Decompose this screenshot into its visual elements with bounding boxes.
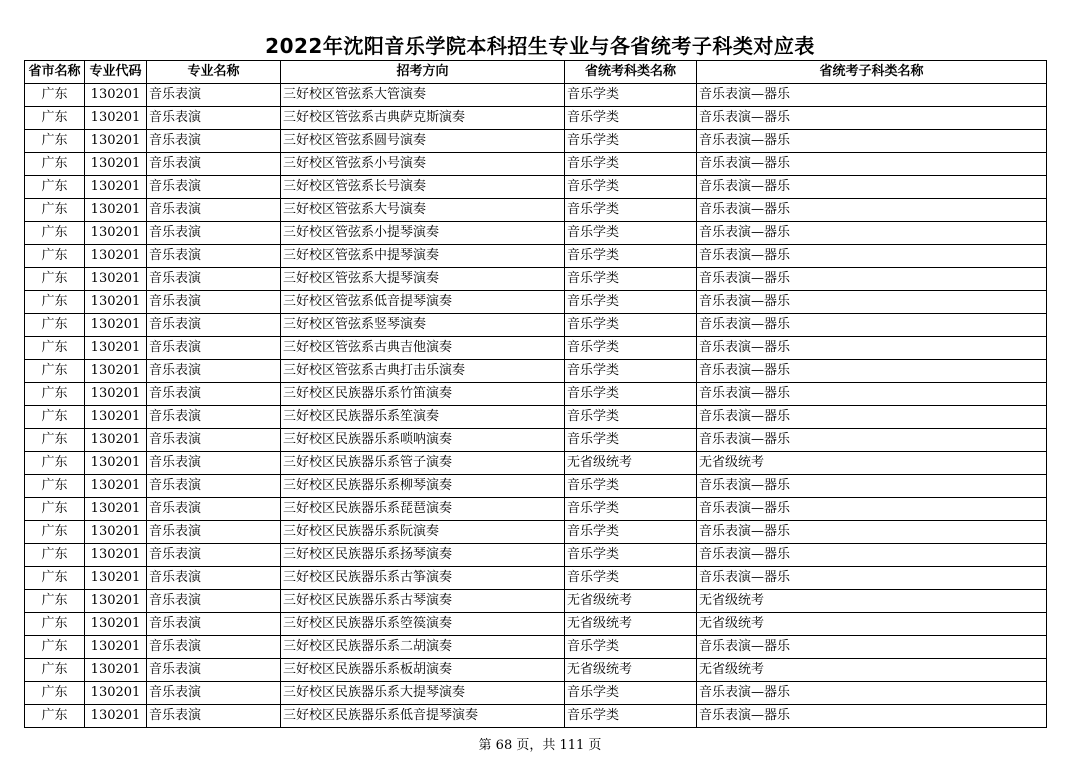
major-name-cell: 音乐表演 — [147, 176, 281, 199]
direction-cell: 三好校区管弦系古典萨克斯演奏 — [281, 107, 565, 130]
province-cell: 广东 — [25, 130, 85, 153]
direction-cell: 三好校区民族器乐系竹笛演奏 — [281, 383, 565, 406]
major-code-cell: 130201 — [85, 383, 147, 406]
subcategory-cell: 音乐表演—器乐 — [697, 199, 1047, 222]
category-cell: 音乐学类 — [565, 636, 697, 659]
province-cell: 广东 — [25, 452, 85, 475]
category-cell: 音乐学类 — [565, 153, 697, 176]
major-name-cell: 音乐表演 — [147, 337, 281, 360]
table-body — [25, 84, 1047, 728]
table-row — [25, 682, 1047, 705]
major-name-cell: 音乐表演 — [147, 245, 281, 268]
province-cell: 广东 — [25, 682, 85, 705]
table-row — [25, 567, 1047, 590]
major-code-cell: 130201 — [85, 153, 147, 176]
category-cell: 音乐学类 — [565, 406, 697, 429]
major-code-cell: 130201 — [85, 337, 147, 360]
subcategory-cell: 音乐表演—器乐 — [697, 406, 1047, 429]
major-code-cell: 130201 — [85, 659, 147, 682]
direction-cell: 三好校区民族器乐系低音提琴演奏 — [281, 705, 565, 728]
major-name-cell: 音乐表演 — [147, 659, 281, 682]
major-code-cell: 130201 — [85, 222, 147, 245]
direction-cell: 三好校区民族器乐系二胡演奏 — [281, 636, 565, 659]
table-row — [25, 314, 1047, 337]
major-code-cell: 130201 — [85, 107, 147, 130]
page-footer: 第 68 页，共 111 页 — [478, 738, 602, 753]
table-row — [25, 544, 1047, 567]
subcategory-cell: 音乐表演—器乐 — [697, 153, 1047, 176]
table-header-row — [25, 61, 1047, 84]
column-header-province: 省市名称 — [25, 61, 85, 84]
direction-cell: 三好校区管弦系大管演奏 — [281, 84, 565, 107]
province-cell: 广东 — [25, 199, 85, 222]
major-name-cell: 音乐表演 — [147, 567, 281, 590]
direction-cell: 三好校区民族器乐系管子演奏 — [281, 452, 565, 475]
province-cell: 广东 — [25, 544, 85, 567]
category-cell: 音乐学类 — [565, 130, 697, 153]
subcategory-cell: 音乐表演—器乐 — [697, 429, 1047, 452]
category-cell: 音乐学类 — [565, 475, 697, 498]
direction-cell: 三好校区民族器乐系扬琴演奏 — [281, 544, 565, 567]
major-name-cell: 音乐表演 — [147, 360, 281, 383]
major-name-cell: 音乐表演 — [147, 222, 281, 245]
major-code-cell: 130201 — [85, 84, 147, 107]
subcategory-cell: 无省级统考 — [697, 613, 1047, 636]
table-row — [25, 360, 1047, 383]
table-row — [25, 337, 1047, 360]
subcategory-cell: 音乐表演—器乐 — [697, 176, 1047, 199]
major-code-cell: 130201 — [85, 176, 147, 199]
major-code-cell: 130201 — [85, 268, 147, 291]
major-code-cell: 130201 — [85, 567, 147, 590]
direction-cell: 三好校区民族器乐系大提琴演奏 — [281, 682, 565, 705]
province-cell: 广东 — [25, 245, 85, 268]
table-row — [25, 705, 1047, 728]
category-cell: 音乐学类 — [565, 383, 697, 406]
table-row — [25, 199, 1047, 222]
major-name-cell: 音乐表演 — [147, 383, 281, 406]
table-row — [25, 613, 1047, 636]
table-row — [25, 245, 1047, 268]
direction-cell: 三好校区管弦系古典吉他演奏 — [281, 337, 565, 360]
subcategory-cell: 音乐表演—器乐 — [697, 521, 1047, 544]
province-cell: 广东 — [25, 406, 85, 429]
subcategory-cell: 音乐表演—器乐 — [697, 544, 1047, 567]
province-cell: 广东 — [25, 429, 85, 452]
province-cell: 广东 — [25, 360, 85, 383]
direction-cell: 三好校区管弦系竖琴演奏 — [281, 314, 565, 337]
category-cell: 无省级统考 — [565, 452, 697, 475]
category-cell: 音乐学类 — [565, 682, 697, 705]
category-cell: 音乐学类 — [565, 498, 697, 521]
province-cell: 广东 — [25, 291, 85, 314]
subcategory-cell: 音乐表演—器乐 — [697, 268, 1047, 291]
direction-cell: 三好校区民族器乐系柳琴演奏 — [281, 475, 565, 498]
column-header-direction: 招考方向 — [281, 61, 565, 84]
major-name-cell: 音乐表演 — [147, 452, 281, 475]
category-cell: 音乐学类 — [565, 360, 697, 383]
direction-cell: 三好校区民族器乐系板胡演奏 — [281, 659, 565, 682]
province-cell: 广东 — [25, 176, 85, 199]
major-code-cell: 130201 — [85, 705, 147, 728]
direction-cell: 三好校区管弦系低音提琴演奏 — [281, 291, 565, 314]
major-name-cell: 音乐表演 — [147, 636, 281, 659]
category-cell: 音乐学类 — [565, 521, 697, 544]
major-name-cell: 音乐表演 — [147, 705, 281, 728]
province-cell: 广东 — [25, 314, 85, 337]
major-name-cell: 音乐表演 — [147, 107, 281, 130]
category-cell: 音乐学类 — [565, 222, 697, 245]
category-cell: 音乐学类 — [565, 705, 697, 728]
subcategory-cell: 音乐表演—器乐 — [697, 130, 1047, 153]
table-row — [25, 659, 1047, 682]
table-row — [25, 475, 1047, 498]
table-row — [25, 268, 1047, 291]
major-name-cell: 音乐表演 — [147, 544, 281, 567]
subcategory-cell: 无省级统考 — [697, 452, 1047, 475]
direction-cell: 三好校区民族器乐系琵琶演奏 — [281, 498, 565, 521]
major-name-cell: 音乐表演 — [147, 682, 281, 705]
table-row — [25, 636, 1047, 659]
major-code-cell: 130201 — [85, 291, 147, 314]
table-row — [25, 84, 1047, 107]
subcategory-cell: 音乐表演—器乐 — [697, 636, 1047, 659]
table-row — [25, 222, 1047, 245]
category-cell: 音乐学类 — [565, 337, 697, 360]
category-cell: 音乐学类 — [565, 107, 697, 130]
major-code-cell: 130201 — [85, 429, 147, 452]
major-code-cell: 130201 — [85, 245, 147, 268]
major-name-cell: 音乐表演 — [147, 153, 281, 176]
major-name-cell: 音乐表演 — [147, 84, 281, 107]
direction-cell: 三好校区民族器乐系阮演奏 — [281, 521, 565, 544]
direction-cell: 三好校区管弦系古典打击乐演奏 — [281, 360, 565, 383]
category-cell: 音乐学类 — [565, 291, 697, 314]
province-cell: 广东 — [25, 521, 85, 544]
column-header-subcategory: 省统考子科类名称 — [697, 61, 1047, 84]
major-name-cell: 音乐表演 — [147, 429, 281, 452]
direction-cell: 三好校区民族器乐系笙演奏 — [281, 406, 565, 429]
table-row — [25, 153, 1047, 176]
category-cell: 音乐学类 — [565, 567, 697, 590]
subcategory-cell: 音乐表演—器乐 — [697, 84, 1047, 107]
subcategory-cell: 音乐表演—器乐 — [697, 475, 1047, 498]
table-row — [25, 383, 1047, 406]
province-cell: 广东 — [25, 222, 85, 245]
major-name-cell: 音乐表演 — [147, 199, 281, 222]
subcategory-cell: 音乐表演—器乐 — [697, 360, 1047, 383]
direction-cell: 三好校区管弦系大号演奏 — [281, 199, 565, 222]
subcategory-cell: 音乐表演—器乐 — [697, 291, 1047, 314]
subcategory-cell: 音乐表演—器乐 — [697, 222, 1047, 245]
direction-cell: 三好校区管弦系长号演奏 — [281, 176, 565, 199]
direction-cell: 三好校区管弦系小提琴演奏 — [281, 222, 565, 245]
category-cell: 音乐学类 — [565, 544, 697, 567]
direction-cell: 三好校区管弦系小号演奏 — [281, 153, 565, 176]
province-cell: 广东 — [25, 475, 85, 498]
major-code-cell: 130201 — [85, 498, 147, 521]
table-row — [25, 498, 1047, 521]
category-cell: 无省级统考 — [565, 659, 697, 682]
category-cell: 无省级统考 — [565, 613, 697, 636]
subcategory-cell: 音乐表演—器乐 — [697, 567, 1047, 590]
major-category-table — [24, 60, 1047, 728]
province-cell: 广东 — [25, 268, 85, 291]
major-name-cell: 音乐表演 — [147, 521, 281, 544]
subcategory-cell: 音乐表演—器乐 — [697, 383, 1047, 406]
direction-cell: 三好校区民族器乐系古筝演奏 — [281, 567, 565, 590]
province-cell: 广东 — [25, 636, 85, 659]
category-cell: 音乐学类 — [565, 84, 697, 107]
subcategory-cell: 音乐表演—器乐 — [697, 682, 1047, 705]
major-code-cell: 130201 — [85, 590, 147, 613]
province-cell: 广东 — [25, 498, 85, 521]
province-cell: 广东 — [25, 383, 85, 406]
table-row — [25, 406, 1047, 429]
column-header-category: 省统考科类名称 — [565, 61, 697, 84]
major-name-cell: 音乐表演 — [147, 498, 281, 521]
major-code-cell: 130201 — [85, 314, 147, 337]
direction-cell: 三好校区民族器乐系唢呐演奏 — [281, 429, 565, 452]
major-name-cell: 音乐表演 — [147, 590, 281, 613]
major-name-cell: 音乐表演 — [147, 613, 281, 636]
province-cell: 广东 — [25, 337, 85, 360]
document-title: 2022年沈阳音乐学院本科招生专业与各省统考子科类对应表 — [265, 34, 815, 58]
subcategory-cell: 音乐表演—器乐 — [697, 337, 1047, 360]
category-cell: 音乐学类 — [565, 429, 697, 452]
province-cell: 广东 — [25, 153, 85, 176]
category-cell: 音乐学类 — [565, 268, 697, 291]
direction-cell: 三好校区民族器乐系古琴演奏 — [281, 590, 565, 613]
direction-cell: 三好校区管弦系大提琴演奏 — [281, 268, 565, 291]
major-name-cell: 音乐表演 — [147, 130, 281, 153]
table-row — [25, 452, 1047, 475]
province-cell: 广东 — [25, 659, 85, 682]
table-row — [25, 521, 1047, 544]
category-cell: 无省级统考 — [565, 590, 697, 613]
table-row — [25, 130, 1047, 153]
subcategory-cell: 音乐表演—器乐 — [697, 245, 1047, 268]
major-code-cell: 130201 — [85, 613, 147, 636]
table-row — [25, 429, 1047, 452]
category-cell: 音乐学类 — [565, 245, 697, 268]
subcategory-cell: 无省级统考 — [697, 590, 1047, 613]
major-name-cell: 音乐表演 — [147, 475, 281, 498]
province-cell: 广东 — [25, 84, 85, 107]
subcategory-cell: 音乐表演—器乐 — [697, 705, 1047, 728]
major-code-cell: 130201 — [85, 636, 147, 659]
table-row — [25, 291, 1047, 314]
province-cell: 广东 — [25, 590, 85, 613]
major-code-cell: 130201 — [85, 452, 147, 475]
category-cell: 音乐学类 — [565, 176, 697, 199]
subcategory-cell: 音乐表演—器乐 — [697, 314, 1047, 337]
major-name-cell: 音乐表演 — [147, 291, 281, 314]
province-cell: 广东 — [25, 567, 85, 590]
subcategory-cell: 无省级统考 — [697, 659, 1047, 682]
direction-cell: 三好校区管弦系中提琴演奏 — [281, 245, 565, 268]
column-header-major-code: 专业代码 — [85, 61, 147, 84]
major-code-cell: 130201 — [85, 682, 147, 705]
major-code-cell: 130201 — [85, 521, 147, 544]
province-cell: 广东 — [25, 613, 85, 636]
major-code-cell: 130201 — [85, 544, 147, 567]
province-cell: 广东 — [25, 705, 85, 728]
major-code-cell: 130201 — [85, 199, 147, 222]
table-row — [25, 176, 1047, 199]
major-name-cell: 音乐表演 — [147, 406, 281, 429]
subcategory-cell: 音乐表演—器乐 — [697, 107, 1047, 130]
major-name-cell: 音乐表演 — [147, 314, 281, 337]
table-row — [25, 590, 1047, 613]
subcategory-cell: 音乐表演—器乐 — [697, 498, 1047, 521]
major-code-cell: 130201 — [85, 360, 147, 383]
major-code-cell: 130201 — [85, 475, 147, 498]
table-row — [25, 107, 1047, 130]
direction-cell: 三好校区民族器乐系箜篌演奏 — [281, 613, 565, 636]
major-code-cell: 130201 — [85, 130, 147, 153]
major-name-cell: 音乐表演 — [147, 268, 281, 291]
major-code-cell: 130201 — [85, 406, 147, 429]
category-cell: 音乐学类 — [565, 199, 697, 222]
direction-cell: 三好校区管弦系圆号演奏 — [281, 130, 565, 153]
province-cell: 广东 — [25, 107, 85, 130]
column-header-major-name: 专业名称 — [147, 61, 281, 84]
category-cell: 音乐学类 — [565, 314, 697, 337]
